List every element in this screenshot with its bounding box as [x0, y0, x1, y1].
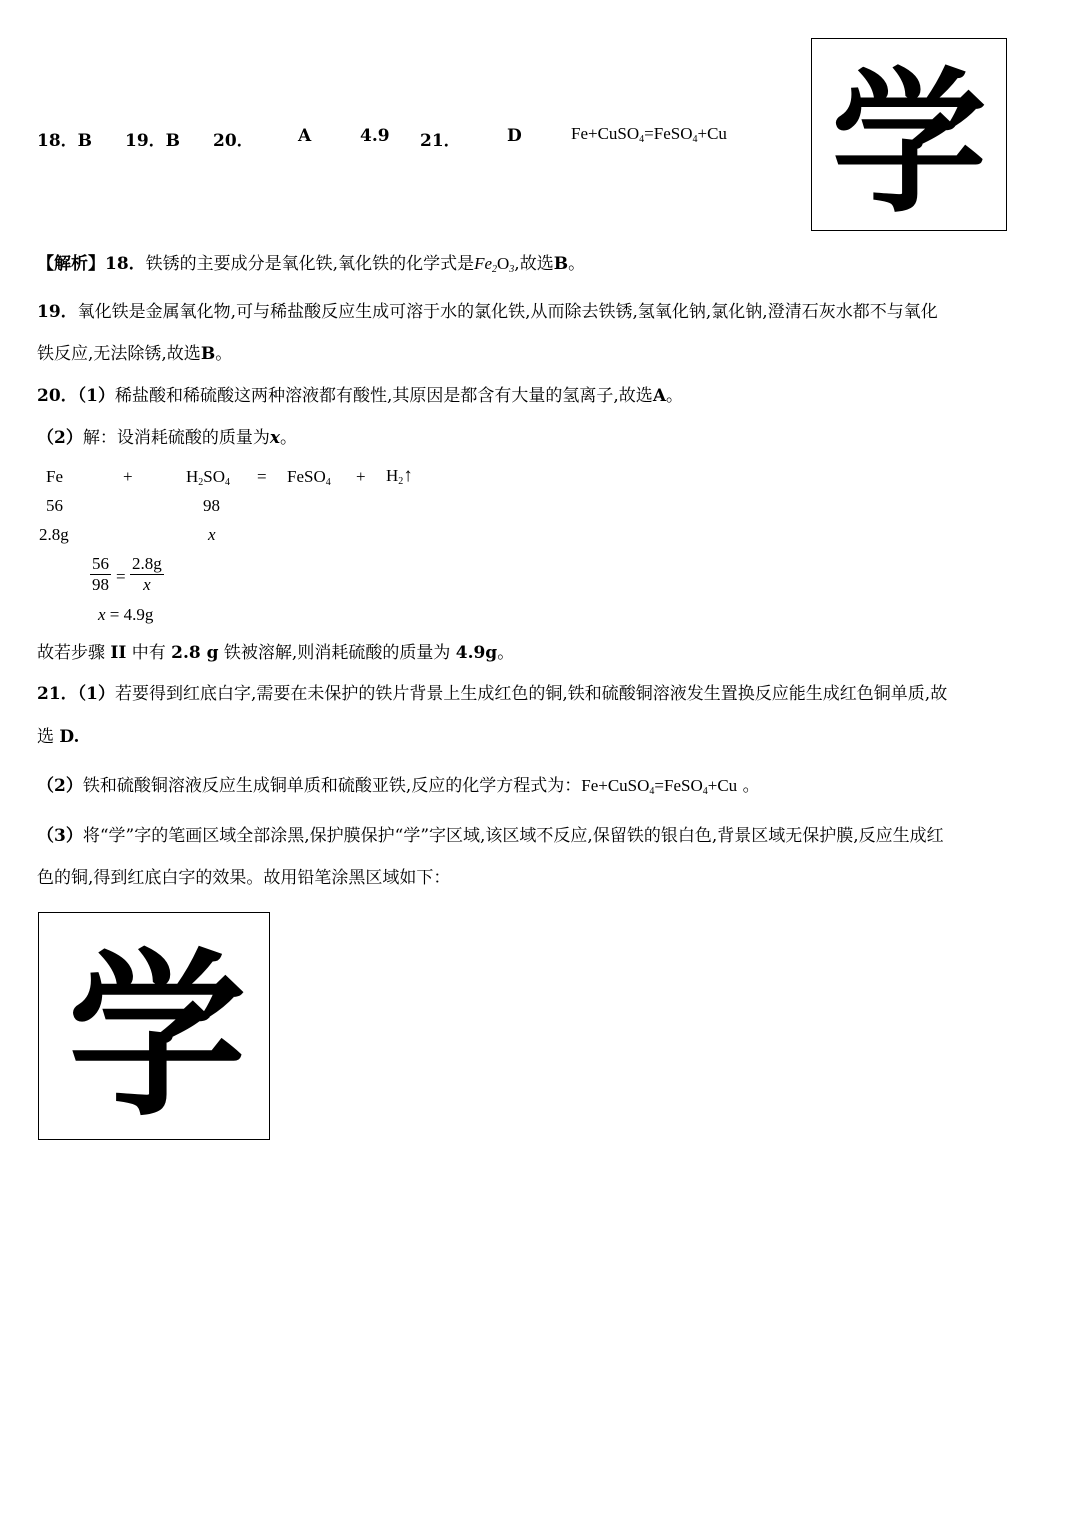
xue-character: 学	[831, 53, 987, 232]
calc-equals: =	[257, 467, 267, 486]
answer-21-choice: D	[507, 126, 522, 146]
analysis-20-part2: （2）解：设消耗硫酸的质量为x。	[37, 428, 297, 448]
calc-molar-mass-fe: 56	[46, 496, 63, 515]
calc-fraction-right: $\frac{2.8g}{x}$	[132, 554, 162, 594]
xue-character-glyph-top	[812, 39, 1008, 232]
calc-fraction-equals: =	[116, 567, 126, 586]
answer-18: 18．B	[37, 131, 93, 151]
calc-fraction-left: $\frac{56}{98}$	[92, 554, 109, 594]
calc-h2so4: $H_2SO_4$	[186, 467, 231, 488]
analysis-20-part1: 20．（1）稀盐酸和稀硫酸这两种溶液都有酸性,其原因是都含有大量的氢离子,故选A。	[37, 386, 684, 406]
analysis-19-line2: 铁反应,无法除锈,故选B。	[37, 344, 233, 364]
calc-given-mass: 2.8g	[39, 525, 69, 544]
character-box-top	[811, 38, 1007, 231]
fe2o3-formula: $Fe_2O_3$	[474, 254, 515, 275]
answer-20-number: 20．	[213, 131, 254, 151]
calc-feso4: FeSO$_4$	[287, 467, 331, 488]
analysis-21-part3-line2: 色的铜,得到红底白字的效果。故用铅笔涂黑区域如下：	[37, 868, 451, 888]
calc-plus-1: +	[123, 467, 133, 486]
analysis-21-part3-line1: （3）将“学”字的笔画区域全部涂黑,保护膜保护“学”字区域,该区域不反应,保留铁的银白色,背景区域无保护膜,反应生成红	[37, 826, 944, 846]
calc-molar-mass-h2so4: 98	[203, 496, 220, 515]
character-box-bottom	[38, 912, 270, 1140]
analysis-18: 【解析】18．铁锈的主要成分是氧化铁,氧化铁的化学式是$Fe_2O_3$,故选B。	[37, 254, 586, 275]
answer-20-mass: 4.9	[360, 126, 390, 146]
xue-character: 学	[68, 933, 246, 1140]
calc-unknown: x	[208, 525, 216, 544]
analysis-19-line1: 19．氧化铁是金属氧化物,可与稀盐酸反应生成可溶于水的氯化铁,从而除去铁锈,氢氧化钠,氯化钠,澄清石灰水都不与氧化	[37, 302, 938, 322]
calc-h2-gas: $H_2↑$	[386, 465, 413, 487]
calc-plus-2: +	[356, 467, 366, 486]
analysis-21-part1-line1: 21．（1）若要得到红底白字,需要在未保护的铁片背景上生成红色的铜,铁和硫酸铜溶液发生置换反应能生成红色铜单质,故	[37, 684, 948, 704]
xue-character-glyph-bottom	[39, 913, 271, 1141]
answer-21-equation: Fe+CuSO$_4$=FeSO$_4$+Cu	[571, 124, 727, 145]
answer-21-number: 21．	[420, 131, 461, 151]
analysis-20-conclusion: 故若步骤 II 中有 2.8 g 铁被溶解,则消耗硫酸的质量为 4.9g。	[37, 643, 515, 663]
analysis-21-equation: Fe+CuSO$_4$=FeSO$_4$+Cu	[581, 776, 738, 797]
calc-result: x = 4.9g	[98, 605, 154, 624]
answer-20-choice: A	[298, 126, 312, 146]
analysis-21-part1-line2: 选 D.	[37, 727, 80, 747]
analysis-21-part2: （2）铁和硫酸铜溶液反应生成铜单质和硫酸亚铁,反应的化学方程式为：Fe+CuSO$_4$=FeSO$_4$+Cu 。	[37, 776, 760, 797]
answer-19: 19．B	[125, 131, 181, 151]
calc-fe: Fe	[46, 467, 63, 486]
